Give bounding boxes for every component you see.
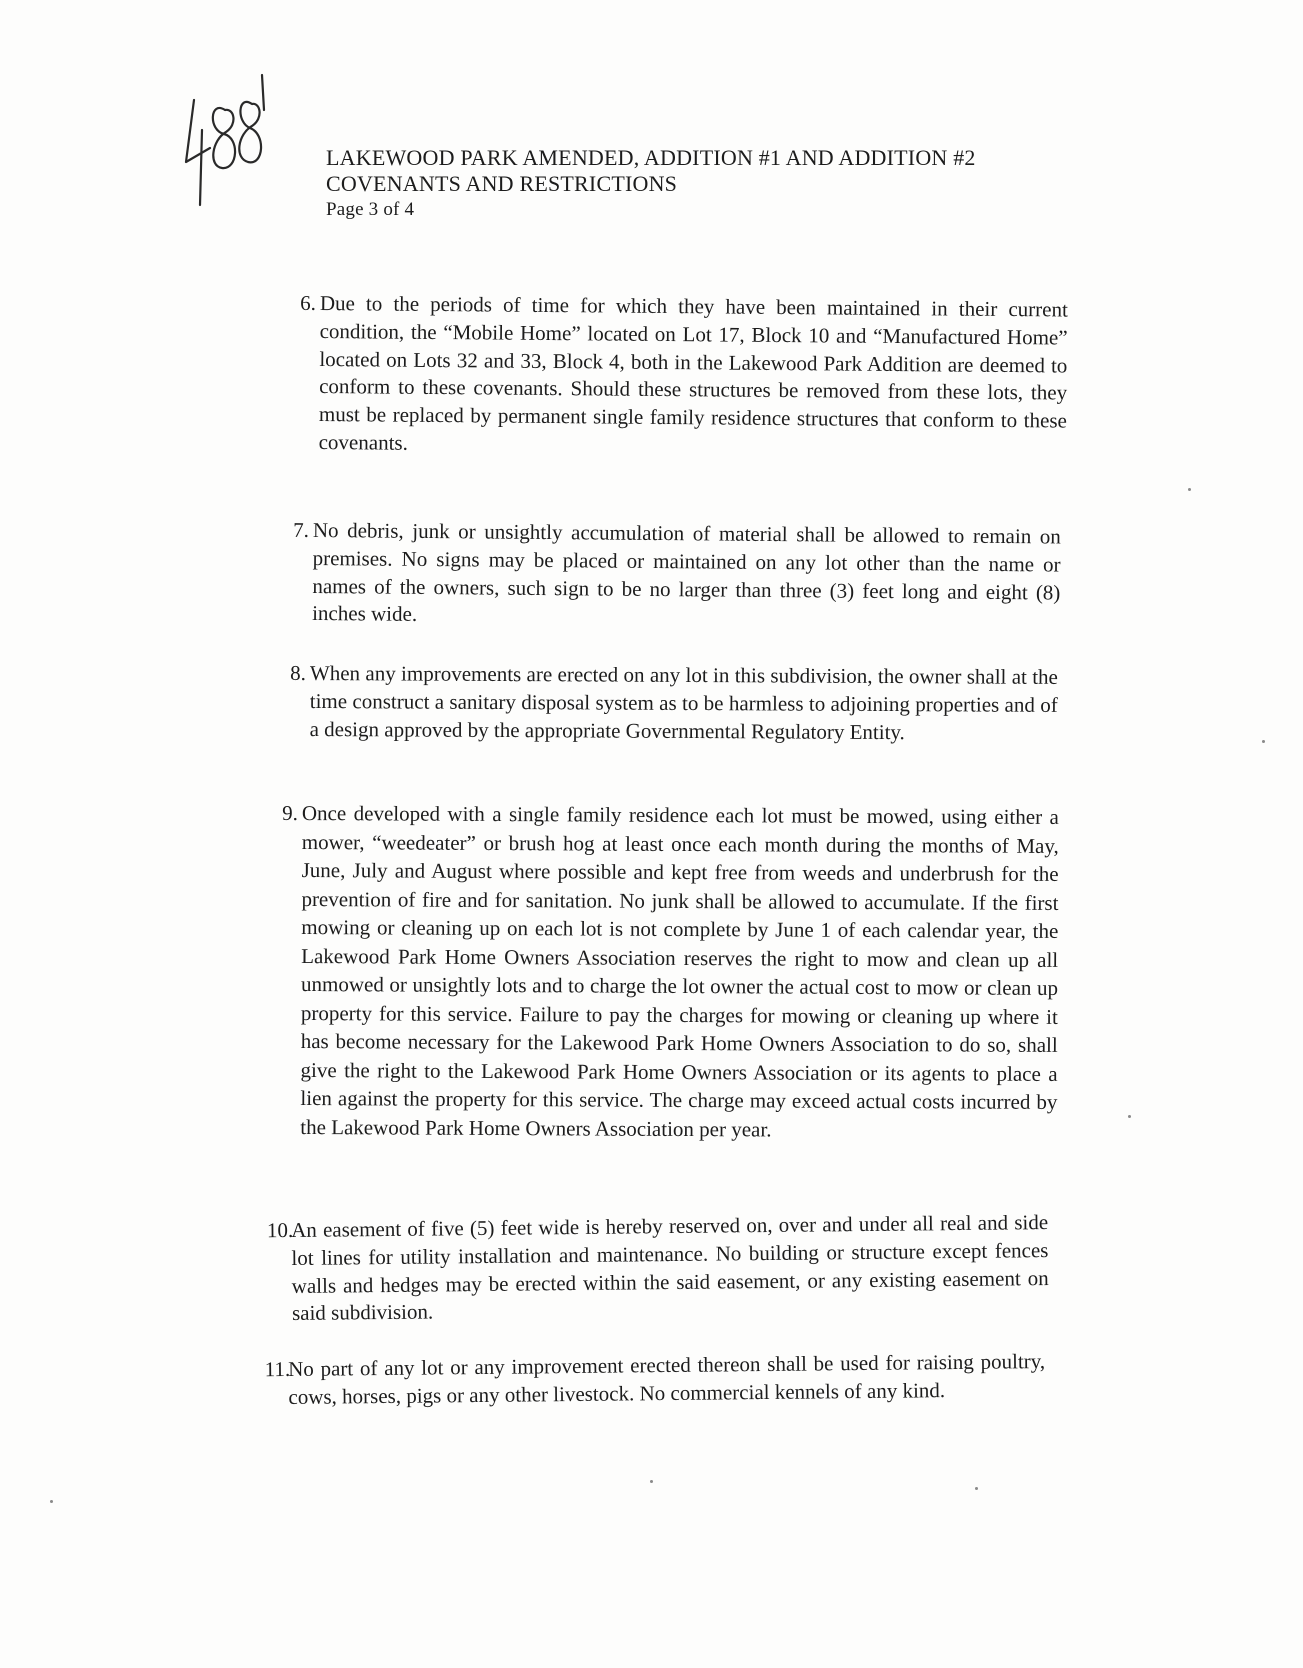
clause-9 <box>282 799 1059 1145</box>
page-indicator: Page 3 of 4 <box>326 199 415 220</box>
clause-6 <box>300 290 1068 463</box>
document-header <box>326 145 976 223</box>
clause-text: No debris, junk or unsightly accumulation of material shall be allowed to remain on premises. No signs may be placed or maintained on any lot other than the name or names of the owners, such sign to be no larger than three (3) feet long and eight (8) inches wide. <box>312 517 1061 627</box>
clause-7 <box>293 517 1061 635</box>
clause-number: 8. <box>290 660 306 685</box>
document-subtitle: COVENANTS AND RESTRICTIONS <box>326 171 678 196</box>
clause-number: 9. <box>282 800 298 825</box>
clause-text: Due to the periods of time for which they have been maintained in their current condition, the “Mobile Home” located on Lot 17, Block 10 and “Manufactured Home” located on Lots 32 and 33, Block 4, both in the Lakewood Park Addition are deemed to conform to these covenants. Should these structures be removed from these lots, they must be replaced by permanent single family residence structures that conform to these covenants. <box>318 290 1068 455</box>
clause-number: 7. <box>293 517 309 542</box>
scan-speck <box>50 1500 53 1503</box>
scan-speck <box>1188 488 1191 491</box>
clause-number: 6. <box>300 290 316 315</box>
clause-text: Once developed with a single family residence each lot must be mowed, using either a mower, “weedeater” or brush hog at least once each month during the months of May, June, July and August where possible and kept free from weeds and underbrush for the prevention of fire and for sanitation. No junk shall be allowed to accumulate. If the first mowing or cleaning up on each lot is not complete by June 1 of each calendar year, the Lakewood Park Home Owners Association reserves the right to mow and clean up all unmowed or unsightly lots and to charge the lot owner the actual cost to mow or clean up property for this service. Failure to pay the charges for mowing or cleaning up where it has become necessary for the Lakewood Park Home Owners Association to do so, shall give the right to the Lakewood Park Home Owners Association or its agents to place a lien against the property for this service. The charge may exceed actual costs incurred by the Lakewood Park Home Owners Association per year. <box>300 801 1059 1141</box>
clause-11 <box>264 1348 1046 1412</box>
clause-number: 11. <box>264 1356 291 1382</box>
clause-text: An easement of five (5) feet wide is hereby reserved on, over and under all real and side lot lines for utility installation and maintenance. No building or structure except fences walls and hedges may be erected within the said easement, or any existing easement on said subdivision. <box>291 1210 1049 1326</box>
clause-10 <box>266 1209 1049 1328</box>
scan-speck <box>975 1487 978 1490</box>
scan-speck <box>1262 740 1265 743</box>
handwritten-page-number <box>180 70 275 220</box>
scan-speck <box>650 1480 653 1483</box>
document-title: LAKEWOOD PARK AMENDED, ADDITION #1 AND ADDITION #2 <box>326 145 976 170</box>
clause-8 <box>290 660 1058 747</box>
clause-text: No part of any lot or any improvement erected thereon shall be used for raising poultry, cows, horses, pigs or any other livestock. No commercial kennels of any kind. <box>288 1349 1046 1409</box>
scan-speck <box>1128 1115 1131 1118</box>
clause-number: 10. <box>266 1217 294 1243</box>
clause-text: When any improvements are erected on any lot in this subdivision, the owner shall at the time construct a sanitary disposal system as to be harmless to adjoining properties and of a design approved by the appropriate Governmental Regulatory Entity. <box>309 661 1058 744</box>
